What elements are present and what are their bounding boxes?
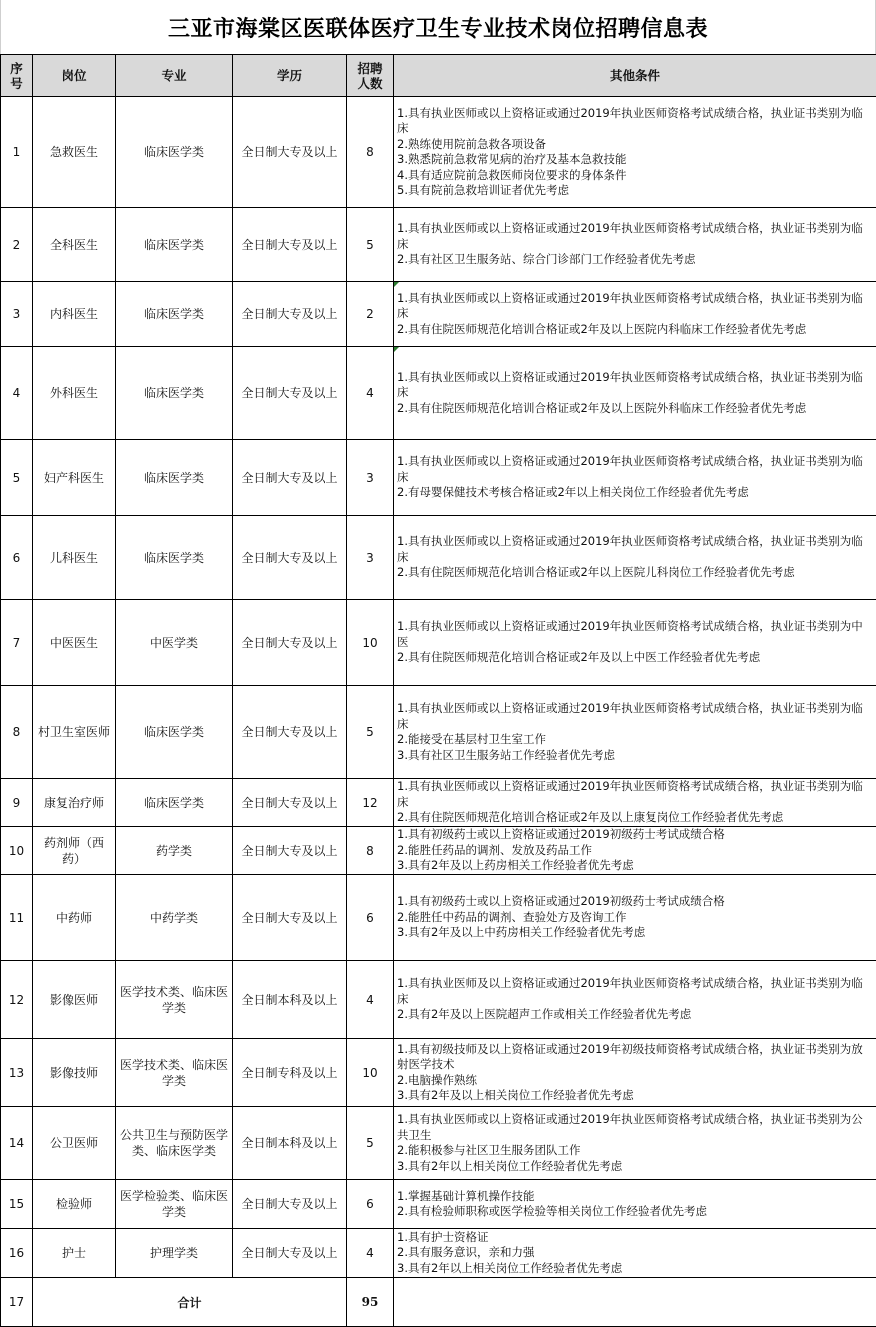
- cell-position[interactable]: 妇产科医生: [33, 440, 116, 516]
- cell-count[interactable]: 3: [347, 440, 394, 516]
- cell-conditions[interactable]: [394, 1229, 876, 1278]
- condition-line: 1.具有执业医师或以上资格证或通过2019年执业医师资格考试成绩合格，执业证书类别为临床: [397, 701, 872, 732]
- cell-count[interactable]: 4: [347, 961, 394, 1039]
- cell-education[interactable]: 全日制本科及以上: [233, 1107, 347, 1180]
- table-row: [1, 440, 876, 516]
- cell-seq[interactable]: 5: [1, 440, 33, 516]
- cell-major[interactable]: 临床医学类: [116, 347, 233, 440]
- header-count-label: 招聘人数: [356, 61, 384, 91]
- cell-education[interactable]: 全日制大专及以上: [233, 347, 347, 440]
- comment-marker-icon: [394, 347, 399, 352]
- cell-position[interactable]: 中医医生: [33, 600, 116, 686]
- table-row: [1, 1107, 876, 1180]
- cell-education[interactable]: 全日制大专及以上: [233, 97, 347, 208]
- condition-line: 1.具有执业医师或以上资格证或通过2019年执业医师资格考试成绩合格，执业证书类别为中医: [397, 619, 872, 650]
- table-row: [1, 827, 876, 875]
- cell-major[interactable]: 中医学类: [116, 600, 233, 686]
- condition-line: 2.具有住院医师规范化培训合格证或2年及以上医院外科临床工作经验者优先考虑: [397, 401, 872, 417]
- total-label[interactable]: 合计: [33, 1278, 347, 1327]
- cell-position[interactable]: 外科医生: [33, 347, 116, 440]
- cell-count[interactable]: 10: [347, 600, 394, 686]
- cell-conditions[interactable]: [394, 282, 876, 347]
- condition-line: 2.具有2年及以上医院超声工作或相关工作经验者优先考虑: [397, 1007, 872, 1023]
- table-row: [1, 779, 876, 827]
- cell-position[interactable]: 内科医生: [33, 282, 116, 347]
- header-position: 岗位: [33, 55, 116, 97]
- cell-conditions[interactable]: [394, 516, 876, 600]
- cell-count[interactable]: 8: [347, 827, 394, 875]
- cell-count[interactable]: 3: [347, 516, 394, 600]
- cell-position[interactable]: 康复治疗师: [33, 779, 116, 827]
- sheet-title: 三亚市海棠区医联体医疗卫生专业技术岗位招聘信息表: [0, 0, 876, 54]
- cell-major[interactable]: 临床医学类: [116, 97, 233, 208]
- cell-major[interactable]: 临床医学类: [116, 516, 233, 600]
- header-seq: [1, 55, 33, 97]
- table-row: [1, 282, 876, 347]
- cell-education[interactable]: 全日制大专及以上: [233, 827, 347, 875]
- cell-count[interactable]: 8: [347, 97, 394, 208]
- table-row: [1, 961, 876, 1039]
- cell-position[interactable]: 药剂师（西药）: [33, 827, 116, 875]
- cell-position[interactable]: 中药师: [33, 875, 116, 961]
- condition-line: 2.具有检验师职称或医学检验等相关岗位工作经验者优先考虑: [397, 1204, 872, 1220]
- condition-line: 3.具有2年以上相关岗位工作经验者优先考虑: [397, 1261, 872, 1277]
- header-count: [347, 55, 394, 97]
- cell-major[interactable]: 临床医学类: [116, 282, 233, 347]
- cell-education[interactable]: 全日制大专及以上: [233, 686, 347, 779]
- cell-conditions[interactable]: [394, 779, 876, 827]
- condition-line: 2.具有住院医师规范化培训合格证或2年及以上医院内科临床工作经验者优先考虑: [397, 322, 872, 338]
- cell-education[interactable]: 全日制大专及以上: [233, 440, 347, 516]
- cell-education[interactable]: 全日制专科及以上: [233, 1039, 347, 1107]
- cell-seq[interactable]: 1: [1, 97, 33, 208]
- cell-seq[interactable]: 4: [1, 347, 33, 440]
- cell-education[interactable]: 全日制大专及以上: [233, 516, 347, 600]
- cell-education[interactable]: 全日制大专及以上: [233, 1229, 347, 1278]
- cell-seq[interactable]: 3: [1, 282, 33, 347]
- cell-major[interactable]: 医学技术类、临床医学类: [116, 1039, 233, 1107]
- condition-line: 3.具有2年及以上药房相关工作经验者优先考虑: [397, 858, 872, 874]
- cell-count[interactable]: 6: [347, 875, 394, 961]
- condition-line: 1.具有执业医师或以上资格证或通过2019年执业医师资格考试成绩合格，执业证书类别为临床: [397, 106, 872, 137]
- cell-position[interactable]: 全科医生: [33, 208, 116, 282]
- header-education: 学历: [233, 55, 347, 97]
- condition-line: 1.具有执业医师或以上资格证或通过2019年执业医师资格考试成绩合格，执业证书类别为临床: [397, 534, 872, 565]
- cell-count[interactable]: 5: [347, 208, 394, 282]
- cell-count[interactable]: 5: [347, 686, 394, 779]
- condition-line: 1.具有护士资格证: [397, 1230, 872, 1246]
- recruitment-table: [0, 54, 876, 1327]
- condition-line: 1.具有执业医师及以上资格证或通过2019年执业医师资格考试成绩合格，执业证书类别为临床: [397, 976, 872, 1007]
- cell-position[interactable]: 检验师: [33, 1180, 116, 1229]
- table-row: [1, 208, 876, 282]
- cell-count[interactable]: 10: [347, 1039, 394, 1107]
- cell-major[interactable]: 临床医学类: [116, 686, 233, 779]
- cell-conditions[interactable]: [394, 1039, 876, 1107]
- cell-position[interactable]: 影像医师: [33, 961, 116, 1039]
- condition-line: 1.具有执业医师或以上资格证或通过2019年执业医师资格考试成绩合格，执业证书类别为临床: [397, 370, 872, 401]
- cell-position[interactable]: 村卫生室医师: [33, 686, 116, 779]
- cell-major[interactable]: 护理学类: [116, 1229, 233, 1278]
- cell-conditions[interactable]: [394, 686, 876, 779]
- cell-seq[interactable]: 8: [1, 686, 33, 779]
- condition-line: 2.具有住院医师规范化培训合格证或2年以上医院儿科岗位工作经验者优先考虑: [397, 565, 872, 581]
- total-conditions[interactable]: [394, 1278, 876, 1327]
- condition-line: 2.能积极参与社区卫生服务团队工作: [397, 1143, 872, 1159]
- cell-count[interactable]: 2: [347, 282, 394, 347]
- cell-seq[interactable]: 9: [1, 779, 33, 827]
- total-row: [1, 1278, 876, 1327]
- table-row: [1, 1180, 876, 1229]
- header-seq-label: 序号: [10, 61, 24, 91]
- condition-line: 5.具有院前急救培训证者优先考虑: [397, 183, 872, 199]
- table-body: [1, 97, 876, 1327]
- cell-position[interactable]: 儿科医生: [33, 516, 116, 600]
- cell-position[interactable]: 公卫医师: [33, 1107, 116, 1180]
- cell-education[interactable]: 全日制大专及以上: [233, 1180, 347, 1229]
- condition-line: 2.熟练使用院前急救各项设备: [397, 137, 872, 153]
- condition-line: 3.具有2年及以上相关岗位工作经验者优先考虑: [397, 1088, 872, 1104]
- cell-education[interactable]: 全日制大专及以上: [233, 208, 347, 282]
- cell-major[interactable]: 公共卫生与预防医学类、临床医学类: [116, 1107, 233, 1180]
- cell-major[interactable]: 临床医学类: [116, 779, 233, 827]
- cell-seq[interactable]: 16: [1, 1229, 33, 1278]
- table-row: [1, 1229, 876, 1278]
- condition-line: 1.具有执业医师或以上资格证或通过2019年执业医师资格考试成绩合格，执业证书类别为临床: [397, 454, 872, 485]
- cell-seq[interactable]: 13: [1, 1039, 33, 1107]
- cell-conditions[interactable]: [394, 440, 876, 516]
- cell-position[interactable]: 影像技师: [33, 1039, 116, 1107]
- condition-line: 2.具有社区卫生服务站、综合门诊部门工作经验者优先考虑: [397, 252, 872, 268]
- cell-seq[interactable]: 12: [1, 961, 33, 1039]
- cell-count[interactable]: 5: [347, 1107, 394, 1180]
- condition-line: 2.具有住院医师规范化培训合格证或2年及以上中医工作经验者优先考虑: [397, 650, 872, 666]
- cell-seq[interactable]: 11: [1, 875, 33, 961]
- comment-marker-icon: [394, 282, 399, 287]
- cell-major[interactable]: 医学检验类、临床医学类: [116, 1180, 233, 1229]
- header-row: [1, 55, 876, 97]
- table-row: [1, 875, 876, 961]
- condition-line: 2.电脑操作熟练: [397, 1073, 872, 1089]
- condition-line: 2.具有服务意识，亲和力强: [397, 1245, 872, 1261]
- table-row: [1, 1039, 876, 1107]
- cell-education[interactable]: 全日制大专及以上: [233, 282, 347, 347]
- condition-line: 1.具有初级药士或以上资格证或通过2019初级药士考试成绩合格: [397, 827, 872, 843]
- table-row: [1, 516, 876, 600]
- cell-seq[interactable]: 15: [1, 1180, 33, 1229]
- total-seq[interactable]: 17: [1, 1278, 33, 1327]
- cell-conditions[interactable]: [394, 961, 876, 1039]
- cell-major[interactable]: 中药学类: [116, 875, 233, 961]
- cell-count[interactable]: 12: [347, 779, 394, 827]
- condition-line: 1.掌握基础计算机操作技能: [397, 1189, 872, 1205]
- condition-line: 2.具有住院医师规范化培训合格证或2年及以上康复岗位工作经验者优先考虑: [397, 810, 872, 826]
- header-major: 专业: [116, 55, 233, 97]
- table-row: [1, 347, 876, 440]
- cell-major[interactable]: 临床医学类: [116, 440, 233, 516]
- cell-count[interactable]: 4: [347, 1229, 394, 1278]
- cell-conditions[interactable]: [394, 97, 876, 208]
- condition-line: 2.能接受在基层村卫生室工作: [397, 732, 872, 748]
- cell-position[interactable]: 急救医生: [33, 97, 116, 208]
- cell-conditions[interactable]: [394, 600, 876, 686]
- condition-line: 1.具有执业医师或以上资格证或通过2019年执业医师资格考试成绩合格，执业证书类别为临床: [397, 291, 872, 322]
- condition-line: 2.有母婴保健技术考核合格证或2年以上相关岗位工作经验者优先考虑: [397, 485, 872, 501]
- cell-count[interactable]: 6: [347, 1180, 394, 1229]
- cell-seq[interactable]: 14: [1, 1107, 33, 1180]
- condition-line: 4.具有适应院前急救医师岗位要求的身体条件: [397, 168, 872, 184]
- cell-conditions[interactable]: [394, 1107, 876, 1180]
- table-row: [1, 686, 876, 779]
- condition-line: 3.具有2年及以上中药房相关工作经验者优先考虑: [397, 925, 872, 941]
- condition-line: 1.具有执业医师或以上资格证或通过2019年执业医师资格考试成绩合格，执业证书类别为临床: [397, 779, 872, 810]
- cell-education[interactable]: 全日制本科及以上: [233, 961, 347, 1039]
- condition-line: 1.具有执业医师或以上资格证或通过2019年执业医师资格考试成绩合格，执业证书类别为临床: [397, 221, 872, 252]
- cell-position[interactable]: 护士: [33, 1229, 116, 1278]
- cell-education[interactable]: 全日制大专及以上: [233, 875, 347, 961]
- cell-seq[interactable]: 10: [1, 827, 33, 875]
- condition-line: 1.具有执业医师或以上资格证或通过2019年执业医师资格考试成绩合格，执业证书类别为公共卫生: [397, 1112, 872, 1143]
- cell-count[interactable]: 4: [347, 347, 394, 440]
- cell-conditions[interactable]: [394, 875, 876, 961]
- cell-conditions[interactable]: [394, 1180, 876, 1229]
- condition-line: 3.熟悉院前急救常见病的治疗及基本急救技能: [397, 152, 872, 168]
- condition-line: 3.具有2年以上相关岗位工作经验者优先考虑: [397, 1159, 872, 1175]
- cell-major[interactable]: 临床医学类: [116, 208, 233, 282]
- total-count[interactable]: 95: [347, 1278, 394, 1327]
- condition-line: 1.具有初级药士或以上资格证或通过2019初级药士考试成绩合格: [397, 894, 872, 910]
- cell-conditions[interactable]: [394, 827, 876, 875]
- table-row: [1, 600, 876, 686]
- condition-line: 2.能胜任药品的调剂、发放及药品工作: [397, 843, 872, 859]
- cell-seq[interactable]: 7: [1, 600, 33, 686]
- cell-conditions[interactable]: [394, 208, 876, 282]
- cell-seq[interactable]: 2: [1, 208, 33, 282]
- cell-education[interactable]: 全日制大专及以上: [233, 779, 347, 827]
- cell-major[interactable]: 医学技术类、临床医学类: [116, 961, 233, 1039]
- cell-education[interactable]: 全日制大专及以上: [233, 600, 347, 686]
- table-row: [1, 97, 876, 208]
- header-conditions: 其他条件: [394, 55, 876, 97]
- cell-seq[interactable]: 6: [1, 516, 33, 600]
- condition-line: 3.具有社区卫生服务站工作经验者优先考虑: [397, 748, 872, 764]
- condition-line: 1.具有初级技师及以上资格证或通过2019年初级技师资格考试成绩合格，执业证书类别为放射医学技术: [397, 1042, 872, 1073]
- cell-major[interactable]: 药学类: [116, 827, 233, 875]
- cell-conditions[interactable]: [394, 347, 876, 440]
- condition-line: 2.能胜任中药品的调剂、查验处方及咨询工作: [397, 910, 872, 926]
